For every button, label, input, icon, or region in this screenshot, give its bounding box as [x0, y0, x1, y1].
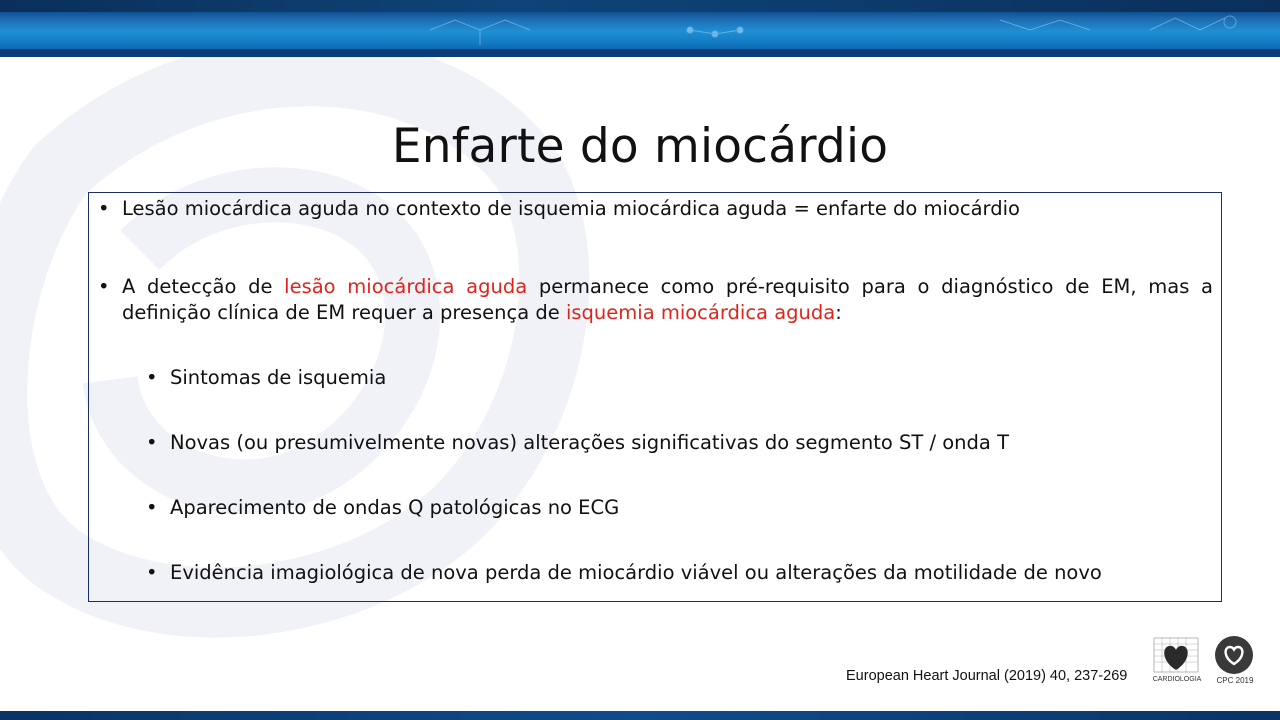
- banner-bottom-strip: [0, 49, 1280, 57]
- bullet-text-part: :: [835, 301, 842, 324]
- spc-heart-logo: [1150, 634, 1202, 692]
- bottom-banner: [0, 711, 1280, 720]
- bullet-dot: •: [146, 496, 158, 519]
- bullet-dot: •: [98, 197, 110, 220]
- highlight-text: isquemia miocárdica aguda: [565, 301, 836, 324]
- sub-bullet-item: [146, 560, 1210, 586]
- sub-bullet-text: Evidência imagiológica de nova perda de miocárdio viável ou alterações da motilidade de novo: [170, 561, 1102, 584]
- bullet-item-1: [98, 196, 1212, 222]
- sub-bullet-item: [146, 495, 1210, 521]
- cpc-heart-logo: [1214, 635, 1254, 675]
- bullet-text-part: permanece como pré-requisito para o diagnóstico de EM, mas a definição clínica de EM requer a presença de: [122, 275, 1213, 324]
- highlight-text: lesão miocárdica aguda: [284, 275, 528, 298]
- bullet-dot: •: [146, 431, 158, 454]
- top-banner: [0, 0, 1280, 57]
- spc-logo-label: CARDIOLOGIA: [1152, 676, 1202, 683]
- bullet-dot: •: [98, 275, 110, 298]
- sub-bullet-item: [146, 365, 1210, 391]
- sub-bullet-text: Sintomas de isquemia: [170, 366, 387, 389]
- citation: European Heart Journal (2019) 40, 237-269: [846, 668, 1128, 684]
- content-box: [88, 192, 1222, 602]
- sub-bullet-item: [146, 430, 1210, 456]
- slide-title: Enfarte do miocárdio: [391, 119, 889, 175]
- sub-bullet-text: Aparecimento de ondas Q patológicas no ECG: [170, 496, 620, 519]
- bullet-item-2: [98, 274, 1213, 326]
- bullet-text-part: A detecção de: [122, 275, 285, 298]
- sub-bullet-text: Novas (ou presumivelmente novas) alterações significativas do segmento ST / onda T: [170, 431, 1009, 454]
- cpc-logo-label: CPC 2019: [1216, 676, 1254, 685]
- bullet-dot: •: [146, 561, 158, 584]
- bullet-dot: •: [146, 366, 158, 389]
- bullet-text: Lesão miocárdica aguda no contexto de isquemia miocárdica aguda = enfarte do miocárdio: [122, 197, 1020, 220]
